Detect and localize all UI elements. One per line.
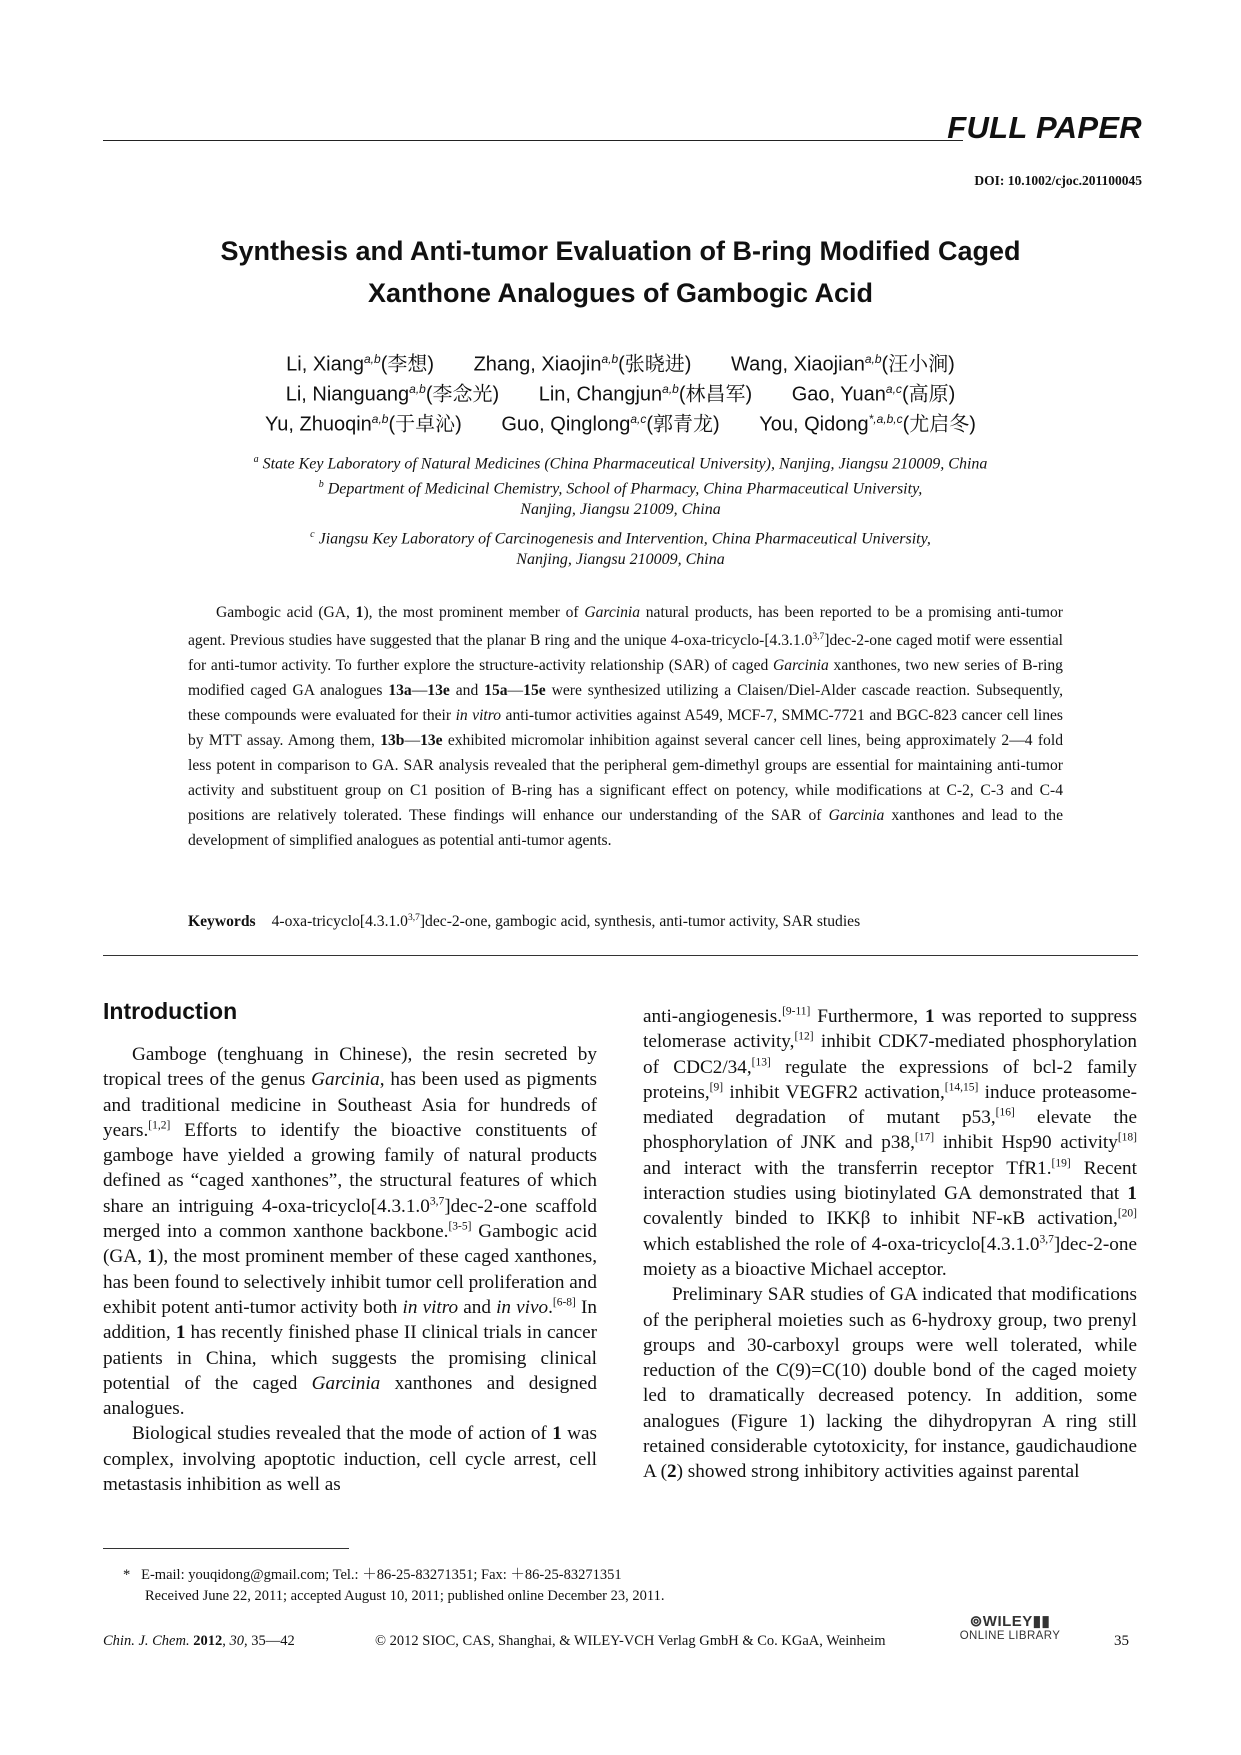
author: Guo, Qinglong$^{a,c}$(郭青龙): [501, 412, 720, 436]
title-line-1: Synthesis and Anti-tumor Evaluation of B-ring Modified Caged: [220, 236, 1021, 266]
affiliation-c-line-2: Nanjing, Jiangsu 210009, China: [516, 551, 725, 568]
header-rule: [103, 140, 963, 141]
footnote-contact: * E-mail: youqidong@gmail.com; Tel.: ＋86-25-83271351; Fax: ＋86-25-83271351: [123, 1567, 622, 1583]
author: Li, Xiang$^{a,b}$(李想): [286, 352, 435, 376]
corresponding-author: You, Qidong$^{*,a,b,c}$(尤启冬): [759, 412, 976, 436]
title-line-2: Xanthone Analogues of Gambogic Acid: [367, 278, 874, 308]
author: Zhang, Xiaojin$^{a,b}$(张晓进): [473, 352, 692, 376]
author-line-2: [120, 375, 1121, 409]
author: Lin, Changjun$^{a,b}$(林昌军): [538, 382, 753, 406]
author: Li, Nianguang$^{a,b}$(李念光): [285, 382, 500, 406]
keywords-label: Keywords: [188, 913, 256, 931]
affiliation-b: $^b$ Department of Medicinal Chemistry, School of Pharmacy, China Pharmaceutical University,: [318, 479, 923, 498]
wiley-emblem-icon: ⊚: [969, 1613, 983, 1630]
intro-paragraph-2: Biological studies revealed that the mode of action of 1 was complex, involving apoptotic induction, cell cycle arrest, cell metastasis inhibition as well as: [103, 1423, 598, 1496]
affiliation-c: $^c$ Jiangsu Key Laboratory of Carcinogenesis and Intervention, China Pharmaceutical University,: [310, 529, 931, 548]
intro-paragraph-4: Preliminary SAR studies of GA indicated that modifications of the peripheral moieties such as 6-hydroxy group, two prenyl groups and 30-carboxyl groups were well tolerated, while reduction of the C(9)=C(10) double bond of the caged moiety led to dramatically decreased potency. In addition, some analogues (Figure 1) lacking the dihydropyran A ring still retained considerable cytotoxicity, for instance, gaudichaudione A (2) showed strong inhibitory activities against parental: [643, 1284, 1137, 1483]
abstract-divider: [103, 955, 1138, 956]
author: Wang, Xiaojian$^{a,b}$(汪小涧): [731, 352, 955, 376]
wiley-online-library-logo: ⊚WILEY▮▮ ONLINE LIBRARY: [959, 1613, 1061, 1642]
doi: DOI: 10.1002/cjoc.201100045: [974, 173, 1142, 188]
footnote-received: Received June 22, 2011; accepted August 10, 2011; published online December 23, 2011.: [145, 1588, 665, 1604]
section-heading-introduction: Introduction: [103, 998, 238, 1024]
right-column: [643, 1004, 1137, 1485]
section-label: FULL PAPER: [947, 110, 1142, 145]
author-line-1: [120, 345, 1121, 379]
affiliation-b-line-2: Nanjing, Jiangsu 21009, China: [520, 501, 721, 518]
left-column: [103, 1042, 597, 1497]
author: Gao, Yuan$^{a,c}$(高原): [791, 382, 956, 406]
copyright: © 2012 SIOC, CAS, Shanghai, & WILEY-VCH Verlag GmbH & Co. KGaA, Weinheim: [375, 1633, 886, 1649]
book-icon: ▮▮: [1032, 1613, 1051, 1630]
intro-paragraph-3: anti-angiogenesis.[9-11] Furthermore, 1 was reported to suppress telomerase activity,[12] inhibit CDK7-mediated phosphorylation of CDC2/34,[13] regulate the expressions of bcl-2 family proteins,[9] inhibit VEGFR2 activation,[14,15] induce proteasome-mediated degradation of mutant p53,[16] elevate the phosphorylation of JNK and p38,[17] inhibit Hsp90 activity[18] and interact with the transferrin receptor TfR1.[19] Recent interaction studies using biotinylated GA demonstrated that 1 covalently binded to IKKβ to inhibit NF-κB activation,[20] which established the role of 4-oxa-tricyclo[4.3.1.0$^{3,7}$]dec-2-one moiety as a bioactive Michael acceptor.: [643, 1005, 1138, 1280]
journal-citation: Chin. J. Chem. 2012, 30, 35—42: [103, 1633, 295, 1649]
footnote: [123, 1565, 664, 1607]
abstract: Gambogic acid (GA, 1), the most prominent member of Garcinia natural products, has been reported to be a promising anti-tumor agent. Previous studies have suggested that the planar B ring and the unique 4-oxa-tricyclo-[4.3.1.0$^{3,7}$]dec-2-one caged motif were essential for anti-tumor activity. To further explore the structure-activity relationship (SAR) of caged Garcinia xanthones, two new series of B-ring modified caged GA analogues 13a—13e and 15a—15e were synthesized utilizing a Claisen/Diel-Alder cascade reaction. Subsequently, these compounds were evaluated for their in vitro anti-tumor activities against A549, MCF-7, SMMC-7721 and BGC-823 cancer cell lines by MTT assay. Among them, 13b—13e exhibited micromolar inhibition against several cancer cell lines, being approximately 2—4 fold less potent in comparison to GA. SAR analysis revealed that the peripheral gem-dimethyl groups are essential for maintaining anti-tumor activity and substituent group on C1 position of B-ring has a significant effect on potency, while modifications at C-2, C-3 and C-4 positions are relatively tolerated. These findings will enhance our understanding of the SAR of Garcinia xanthones and lead to the development of simplified analogues as potential anti-tumor agents.: [188, 604, 1064, 850]
author: Yu, Zhuoqin$^{a,b}$(于卓沁): [265, 412, 462, 436]
paper-title: [120, 230, 1121, 314]
keywords: Keywords 4-oxa-tricyclo[4.3.1.0$^{3,7}$]dec-2-one, gambogic acid, synthesis, anti-tumor activity, SAR studies: [188, 913, 861, 931]
affiliation-a: $^a$ State Key Laboratory of Natural Medicines (China Pharmaceutical University), Nanjing, Jiangsu 210009, China: [253, 454, 988, 473]
author-line-3: [120, 405, 1121, 439]
intro-paragraph-1: Gamboge (tenghuang in Chinese), the resin secreted by tropical trees of the genus Garcinia, has been used as pigments and traditional medicine in Southeast Asia for hundreds of years.[1,2] Efforts to identify the bioactive constituents of gamboge have yielded a growing family of natural products defined as “caged xanthones”, the structural features of which share an intriguing 4-oxa-tricyclo[4.3.1.0$^{3,7}$]dec-2-one scaffold merged into a common xanthone backbone.[3-5] Gambogic acid (GA, 1), the most prominent member of these caged xanthones, has been found to selectively inhibit tumor cell proliferation and exhibit potent anti-tumor activity both in vitro and in vivo.[6-8] In addition, 1 has recently finished phase II clinical trials in cancer patients in China, which suggests the promising clinical potential of the caged Garcinia xanthones and designed analogues.: [103, 1044, 597, 1420]
footnote-rule: [103, 1548, 349, 1549]
page-number: 35: [1114, 1633, 1129, 1649]
